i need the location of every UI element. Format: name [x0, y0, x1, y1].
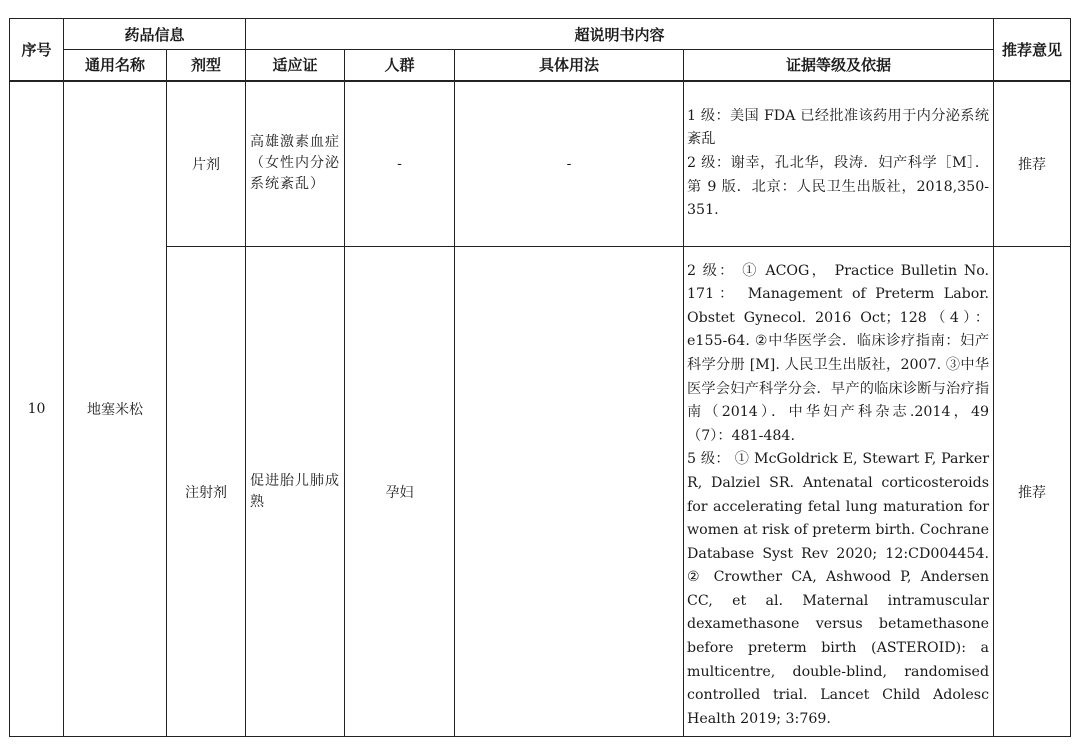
- header-off-label: 超说明书内容: [246, 19, 994, 50]
- evidence-text: 2 级： ① ACOG， Practice Bulletin No. 171： Management of Preterm Labor. Obstet Gynecol. 2016 Oct；128（4）：e155-64. ②中华医学会．临床诊疗指南：妇产科学分册 [M]. 人民卫生出版社，2007. ③中华医学会妇产科学分会．早产的临床诊断与治疗指南（2014）．中华妇产科杂志.2014，49（7）：481-484. 5 级： ① McGoldrick E, Stewart F, Parker R, Dalziel SR. Antenatal corticosteroids for accelerating fetal lung maturation for women at risk of preterm birth. Cochrane Database Syst Rev 2020; 12:CD004454. ② Crowther CA, Ashwood P, Andersen CC, et al. Maternal intramuscular dexamethasone versus betamethasone before preterm birth (ASTEROID): a multicentre, double-blind, randomised controlled trial. Lancet Child Adolesc Health 2019; 3:769.: [687, 262, 990, 727]
- off-label-drug-table: [9, 18, 1071, 737]
- row-evidence: [684, 247, 994, 737]
- row-seq: 10: [10, 81, 64, 737]
- header-recommendation: 推荐意见: [994, 19, 1071, 81]
- row-recommendation: 推荐: [994, 81, 1071, 247]
- row-recommendation: 推荐: [994, 247, 1071, 737]
- header-usage: 具体用法: [455, 50, 684, 81]
- row-usage: -: [455, 81, 684, 247]
- header-indication: 适应证: [246, 50, 345, 81]
- header-row-2: [10, 50, 1071, 81]
- header-generic-name: 通用名称: [64, 50, 167, 81]
- row-dosage-form: 片剂: [167, 81, 246, 247]
- header-dosage-form: 剂型: [167, 50, 246, 81]
- header-drug-info: 药品信息: [64, 19, 246, 50]
- row-evidence: [684, 81, 994, 247]
- header-seq: 序号: [10, 19, 64, 81]
- evidence-text: 1 级：美国 FDA 已经批准该药用于内分泌系统紊乱 2 级：谢幸，孔北华，段涛．妇产科学［M］．第 9 版．北京：人民卫生出版社，2018,350-351.: [687, 107, 990, 219]
- row-population: 孕妇: [345, 247, 455, 737]
- row-generic-name: 地塞米松: [64, 81, 167, 737]
- row-usage: [455, 247, 684, 737]
- row-population: -: [345, 81, 455, 247]
- table-row: [10, 81, 1071, 247]
- table-row: [10, 247, 1071, 737]
- header-row-1: [10, 19, 1071, 50]
- row-indication: 高雄激素血症（女性内分泌系统紊乱）: [246, 81, 345, 247]
- row-indication: 促进胎儿肺成熟: [246, 247, 345, 737]
- header-evidence: 证据等级及依据: [684, 50, 994, 81]
- row-dosage-form: 注射剂: [167, 247, 246, 737]
- header-population: 人群: [345, 50, 455, 81]
